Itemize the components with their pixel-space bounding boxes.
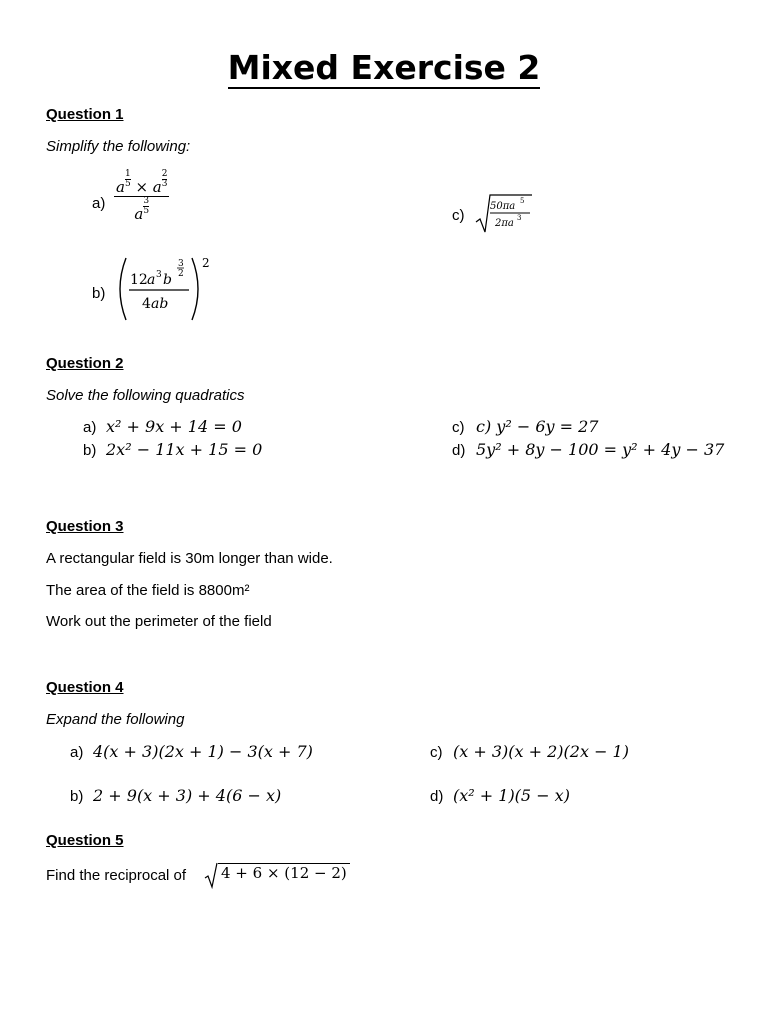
question-3-line-2: The area of the field is 8800m² <box>46 582 250 599</box>
question-3-heading: Question 3 <box>46 518 124 535</box>
q2-d-expression: 5y² + 8y − 100 = y² + 4y − 37 <box>476 440 725 459</box>
svg-text:b: b <box>163 272 172 288</box>
q1-c-label: c) <box>452 207 465 224</box>
q4-b-label: b) <box>70 788 84 805</box>
q2-a-label: a) <box>83 419 97 436</box>
q2-c-label: c) <box>452 419 465 436</box>
svg-text:2: 2 <box>178 269 184 279</box>
page-title: Mixed Exercise 2 <box>227 48 541 87</box>
q2-c-expression: c) y² − 6y = 27 <box>476 417 599 436</box>
svg-text:a: a <box>147 272 156 288</box>
q1-c-expression <box>474 192 534 241</box>
q4-c-label: c) <box>430 744 443 761</box>
svg-text:4: 4 <box>142 296 151 312</box>
q2-b-label: b) <box>83 442 97 459</box>
q4-a-expression: 4(x + 3)(2x + 1) − 3(x + 7) <box>93 742 313 761</box>
question-1-heading: Question 1 <box>46 106 124 123</box>
q2-b-expression: 2x² − 11x + 15 = 0 <box>106 440 263 459</box>
svg-text:3: 3 <box>178 259 184 269</box>
q2-a-expression: x² + 9x + 14 = 0 <box>106 417 242 436</box>
question-5-heading: Question 5 <box>46 832 124 849</box>
square-root-sign <box>474 192 534 236</box>
question-3-line-3: Work out the perimeter of the field <box>46 613 272 630</box>
question-5-text: Find the reciprocal of <box>46 867 187 884</box>
question-2-instruction: Solve the following quadratics <box>46 387 245 404</box>
svg-text:12: 12 <box>130 272 148 288</box>
bracketed-fraction <box>114 254 214 324</box>
svg-text:50πa: 50πa <box>490 201 516 212</box>
question-4-heading: Question 4 <box>46 679 124 696</box>
q2-d-label: d) <box>452 442 466 459</box>
q1-a-expression: a $^{\frac{1}{5}}$ × a $^{\frac{2}{3}}$ a $^{\frac{3}{5}}$ <box>116 169 168 223</box>
q4-c-expression: (x + 3)(x + 2)(2x − 1) <box>453 742 629 761</box>
q4-b-expression: 2 + 9(x + 3) + 4(6 − x) <box>93 786 282 805</box>
svg-text:2: 2 <box>202 256 210 270</box>
question-4-instruction: Expand the following <box>46 711 185 728</box>
svg-text:2πa: 2πa <box>495 218 514 229</box>
q5-radicand: 4 + 6 × (12 − 2) <box>218 863 350 882</box>
question-1-instruction: Simplify the following: <box>46 138 191 155</box>
square-root-sign <box>204 861 218 889</box>
svg-text:5: 5 <box>520 197 525 205</box>
question-2-heading: Question 2 <box>46 355 124 372</box>
q4-a-label: a) <box>70 744 84 761</box>
q1-b-expression <box>114 254 214 329</box>
question-3-line-1: A rectangular field is 30m longer than wide. <box>46 550 333 567</box>
svg-text:ab: ab <box>151 296 169 312</box>
q5-radical <box>204 861 350 889</box>
svg-text:3: 3 <box>517 214 522 222</box>
q1-a-label: a) <box>92 195 106 212</box>
q1-b-label: b) <box>92 285 106 302</box>
svg-text:3: 3 <box>156 270 162 280</box>
q4-d-label: d) <box>430 788 444 805</box>
q4-d-expression: (x² + 1)(5 − x) <box>453 786 570 805</box>
